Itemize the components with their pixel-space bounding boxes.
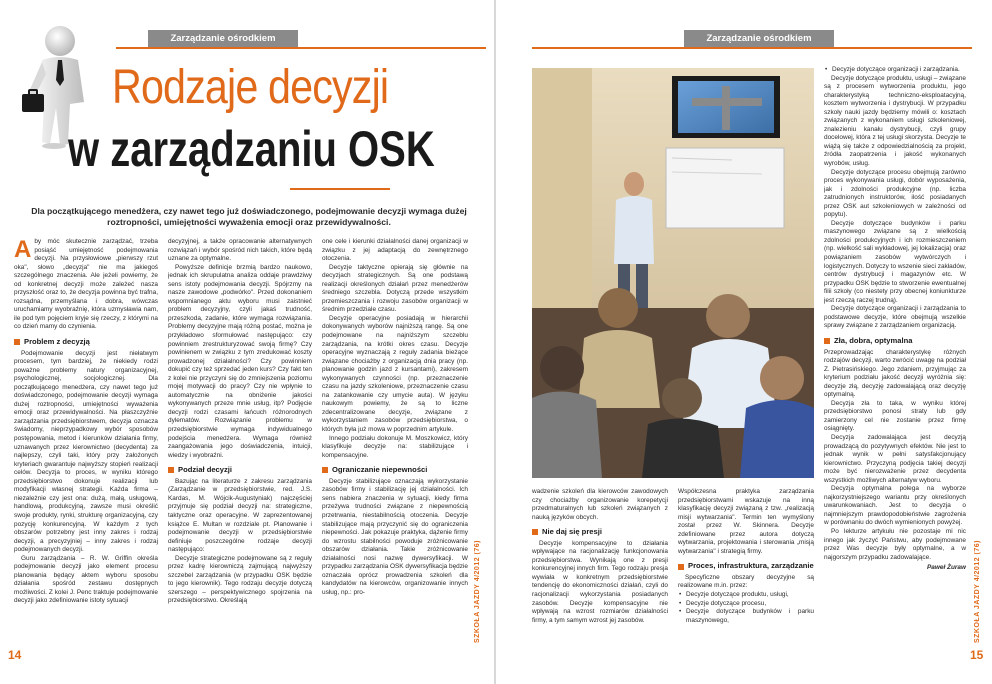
right-page <box>496 0 992 684</box>
list-item: • Decyzje dotyczące budynków i parku maszynowego, <box>678 608 814 625</box>
bottom-column-1 <box>532 488 668 648</box>
classroom-photo <box>532 68 814 478</box>
paragraph: by móc skutecznie zarządzać, trzeba posiąść umiejętność podejmowania decyzji. Na przysłowiowe „pierwszy rzut oka", słowo „decyzja" nie ma jakiegoś szczególnego znaczenia. Ale jeżeli powiemy, że od konkretnej decyzji może zależeć nasza przyszłość oraz to, że decyzja powinna być trafna, rozsądna, przemyślana i dobra, wówczas uruchamiamy wyobraźnię, która uzmysławia nam, ile pod tym pojęciem kryje się rzeczy, z którymi na co dzień mamy do czynienia. <box>14 238 158 331</box>
paragraph: Decyzje dotyczące budynków i parku maszynowego związane są z wielkością zdolności produkcyjnych i ich rozmieszczeniem (np. wielkość sali wykładowej, jej lokalizacja) oraz powiązaniem zasobów wytwórczych i logistycznych. Dotyczy to wszenie sieci zakładów, centrów dystrybucji i magazynów etc. W przypadku OSK będzie to stworzenie ewentualnej filii szkoły (co niestety przy obecnej koniunkturze jest rzeczą raczej trudną). <box>824 219 966 304</box>
lead-paragraph: Dla początkującego menedżera, czy nawet tego już doświadczonego, podejmowanie decyzji wymaga dużej roztropności, umiejętności wyważenia emocji oraz przewidywalności. <box>31 206 467 227</box>
paragraph: Decyzja optymalna polega na wyborze najkorzystniejszego wariantu przy określonych uwarunkowaniach. Jest to decyzja o najmniejszym prawdopodobieństwie zagrożenia w porównaniu do dwóch wymienionych powyżej. <box>824 485 966 527</box>
square-bullet-icon <box>824 338 830 344</box>
section-header: Zarządzanie ośrodkiem <box>684 30 834 47</box>
paragraph: Decyzje dotyczące procesu obejmują zarówno proces wykonywania usługi, dobór wyposażenia, jak i zdolności produkcyjne (np. liczba zatrudnionych instruktorów, ilość posiadanych przez OSK aut szkoleniowych w zależności od popytu). <box>824 168 966 219</box>
title-line-1: Rodzaje decyzji <box>112 61 389 114</box>
paragraph: Decyzje strategiczne podejmowane są z reguły przez kadrę kierowniczą zajmującą najwyższy szczebel zarządzania (w przypadku OSK będzie to jego kierownik). Tego rodzaju decyzje dotyczą szerszego – perspektywicznego spojrzenia na przedsiębiorstwo. Określają <box>168 554 312 605</box>
page-number-right: 15 <box>970 648 984 662</box>
right-column <box>824 66 966 656</box>
paragraph: Powyższe definicje brzmią bardzo naukowo, jednak ich skrupulatna analiza oddaje prawdziwy sens istoty podejmowania decyzji. Spójrzmy na nasze zawodowe „podwórko". Przed dokonaniem wspomnianego aktu wyboru musi zaistnieć problem decyzyjny, czyli jakaś trudność, przeszkoda, zadanie, które wymaga rozwiązania. Problemy decyzyjne mają różną postać, można je przykładowo sformułować następująco: czy powinniem zrestrukturyzować swoją firmę? Czy powinienem w związku z tym zredukować koszty prowadzonej działalności? Czy powinniem dokupić czy też sprzedać jeden kurs? Czy fakt ten z kolei nie przyczyni się do zmniejszenia poziomu mojej motywacji do pracy? Czy nie wpłynie to automatycznie na obniżenie jakości wykonywanych przeze mnie usług, itp? Podjęcie decyzji rodzi czasami łańcuch różnorodnych dylematów. Rozwiązanie problemu w przedsiębiorstwie wymaga indywidualnego podejścia menedżera. Wymaga również zaangażowania jego doświadczenia, intuicji, wiedzy i wyobraźni. <box>168 263 312 459</box>
paragraph: Decyzja zadowalająca jest decyzją prowadzącą do pozytywnych efektów. Nie jest to jednak wynik w pełni satysfakcjonujący kierownictwo. Przyczyną podjęcia takiej decyzji może być nierozważenie przez decydenta wszystkich możliwych alternatyw wyboru. <box>824 433 966 484</box>
square-bullet-icon <box>532 529 538 535</box>
subheading-nie-daj: Nie daj się presji <box>532 528 668 537</box>
list-item: • Decyzje dotyczące procesu, <box>678 600 814 609</box>
paragraph: wadzenie szkoleń dla kierowców zawodowych czy chociażby organizowanie korepetycji przedmaturalnych lub szkoleń związanych z nauką języków obcych. <box>532 488 668 521</box>
bullet-list <box>824 66 966 75</box>
page-number-left: 14 <box>8 648 22 662</box>
paragraph: Decyzje dotyczące produktu, usługi – związane są z procesem wytworzenia produktu, jego charakterystyką techniczno-eksploatacyjną, kosztem wytworzenia i dystrybucji. W przypadku szkoły nauki jazdy będziemy mówili o: kosztach związanych z wykonaniem usługi szkoleniowej, znalezieniu kanału dystrybucji, czyli grupy docelowej, która z tej usługi skorzysta. Decyzje te wiążą się także z odpowiedzialnością za projekt, źródła zaopatrzenia i jakość wykonanych wyrobów, usług. <box>824 74 966 168</box>
paragraph: Bazując na literaturze z zakresu zarządzania (Zarządzanie w przedsiębiorstwie, red. J.S. Kardas, M. Wójcik-Augustyniak) najczęściej przyjmuje się podział decyzji na: strategiczne, taktyczne oraz operacyjne. W zaprezentowanej książce E. Multan w rozdziale pt. Planowanie i podejmowanie decyzji w przedsiębiorstwie definiuje poszczególne rodzaje decyzji następująco: <box>168 477 312 554</box>
paragraph: one cele i kierunki działalności danej organizacji w związku z jej adaptacją do zewnętrznego otoczenia. <box>322 238 468 263</box>
square-bullet-icon <box>678 564 684 570</box>
paragraph: Guru zarządzania – R. W. Griffin określa podejmowanie decyzji jako element procesu planowania będący aktem wyboru sposobu działania spośród zestawu dostępnych możliwości. Z kolei J. Penc traktuje podejmowanie decyzji jako zdefiniowanie istoty sytuacji <box>14 554 158 605</box>
subheading-ograniczanie: Ograniczanie niepewności <box>322 466 468 475</box>
side-label: SZKOŁA JAZDY 4/2012 (76) <box>974 540 981 644</box>
drop-cap: A <box>14 238 32 263</box>
square-bullet-icon <box>14 339 20 345</box>
left-page <box>0 0 494 684</box>
list-item: • Decyzje dotyczące organizacji i zarządzania. <box>824 66 966 75</box>
subheading-zla: Zła, dobra, optymalna <box>824 337 966 346</box>
column-3 <box>322 238 468 650</box>
bullet-list <box>678 591 814 625</box>
classroom-photo-image <box>532 68 814 478</box>
paragraph: Decyzja zła to taka, w wyniku której przedsiębiorstwo ponosi straty lub gdy zamierzony cel nie zostanie przez firmę osiągnięty. <box>824 399 966 433</box>
title-line-2: w zarządzaniu OSK <box>68 121 435 177</box>
author-signature: Paweł Żuraw <box>927 564 966 572</box>
paragraph: Decyzje stabilizujące oznaczają wykorzystanie zasobów firmy i stabilizację jej działalności. Ich sens nabiera znaczenia w sytuacji, kiedy firma przeżywa trudności związane z niepewnością przetrwania, niestabilnością otoczenia. Decyzje stabilizujące mają przyczynić się do ograniczenia niepewności. Jak pokazuje praktyka, dążenie firmy do wzrostu stabilności powoduje zróżnicowanie obszarów działania. Takie zróżnicowanie działalności nosi nazwę dywersyfikacji. W przypadku zarządzania OSK dywersyfikacja będzie oznaczała oprócz prowadzenia szkoleń dla kandydatów na kierowców, organizowanie innych usług, np.: pro- <box>322 477 468 596</box>
paragraph: Innego podziału dokonuje M. Moszkowicz, który klasyfikuje decyzje na: stabilizujące i kompensacyjne. <box>322 434 468 459</box>
column-2 <box>168 238 312 650</box>
section-header: Zarządzanie ośrodkiem <box>148 30 298 47</box>
list-item: • Decyzje dotyczące produktu, usługi, <box>678 591 814 600</box>
paragraph: Przeprowadzając charakterystykę różnych rodzajów decyzji, warto zwrócić uwagę na podział Z. Pietrasińskiego. Jego zdaniem, przyjmując za kryterium podziału jakość decyzji wyróżnia się: decyzje złą, decyzję zadowalającą oraz decyzję optymalną. <box>824 348 966 399</box>
square-bullet-icon <box>168 467 174 473</box>
side-label: SZKOŁA JAZDY 4/2012 (76) <box>474 540 481 644</box>
title-underline <box>290 188 390 190</box>
column-1 <box>14 238 158 650</box>
paragraph: Decyzje taktyczne opierają się głównie na decyzjach strategicznych. Są one podstawą realizacji określonych działań przez menedżerów średniego szczebla. Dotyczą przede wszystkim przemieszczania i rozwoju zasobów organizacji w średnim przedziale czasu. <box>322 263 468 314</box>
bottom-column-2 <box>678 488 814 648</box>
paragraph: Decyzje dotyczące organizacji i zarządzania to podstawowe decyzje, które obejmują wszelkie sprawy związane z zarządzaniem organizacją. <box>824 305 966 330</box>
paragraph: Po lekturze artykułu nie pozostaje mi nic innego jak życzyć Państwu, aby podejmowane przez Was decyzje były optymalne, a w najgorszym przypadku zadowalające. <box>824 527 966 561</box>
subheading-proces: Proces, infrastruktura, zarządzanie <box>678 562 814 571</box>
paragraph: Podejmowanie decyzji jest niełatwym procesem, tym bardziej, że niekiedy rodzi poważne problemy natury organizacyjnej, psychologicznej, socjologicznej. Dla początkującego menedżera, czy nawet tego już doświadczonego, podejmowanie decyzji wymaga dużej roztropności, umiejętności wyważenia emocji oraz przewidywalności. Na płaszczyźnie zarządzania przedsiębiorstwem, decyzja oznacza świadomy, nieprzypadkowy wybór sposobów postępowania, metod i kierunków działania firmy, uznawanych przez kierownictwo (decydenta) za najlepszy, czyli taki, który przy założonych kryteriach gwarantuje najwyższy stopień realizacji celów. Decyzja to proces, w wyniku którego przedsiębiorstwo dokonuje realizacji lub modyfikacji własnej strategii. Każda firma – niezależnie czy jest ona: dużą, małą, usługową, handlową, produkcyjną, zawsze musi określić swoje produkty, rynki, strukturę organizacyjną, czy pozycję konkurencyjną. W każdym z tych obszarów potrzebny jest inny zakres i rodzaj decyzji, a precyzyjniej – inny zakres i rodzaj podejmowanych decyzji. <box>14 349 158 554</box>
header-rule <box>116 47 486 49</box>
paragraph: Decyzje operacyjne posiadają w hierarchii dokonywanych wyborów najniższą rangę. Są one podejmowane na najniższym szczeblu zarządzania, na krótki okres czasu. Decyzje operacyjne wyznaczają z reguły zadania bieżące związane chociażby z organizacją dnia pracy (np. planowanie godzin jazd z kursantami), zakresem wykonywanych czynności (np. przeznaczenie czasu na jazdy szkoleniowe, przeznaczenie czasu na zatankowanie czy umycie auta). W języku naukowym powiemy, że są to liczne zdecentralizowane decyzje, związane z wykorzystaniem zasobów przedsiębiorstwa, o których była już mowa w poprzednim artykule. <box>322 314 468 434</box>
subheading-problem: Problem z decyzją <box>14 338 158 347</box>
paragraph: decyzyjnej, a także opracowanie alternatywnych rozwiązań i wybór spośród nich takich, które będą uznane za optymalne. <box>168 238 312 263</box>
paragraph: Decyzje kompensacyjne to działania wpływające na racjonalizację funkcjonowania przedsiębiorstwa. Wynikają one z presji konkurencyjnej innych firm. Tego rodzaju presja wywiała w konkretnym przedsiębiorstwie tendencję do ekonomiczności działań, czyli do racjonalizacji wykorzystania posiadanych zasobów. Decyzje kompensacyjne nie wpływają na wzrost rozmiarów działalności firmy, a tym samym wzrost jej zasobów. <box>532 539 668 624</box>
square-bullet-icon <box>322 467 328 473</box>
paragraph: Specyficzne obszary decyzyjne są realizowane m.in. przez: <box>678 573 814 590</box>
paragraph: Współczesna praktyka zarządzania przedsiębiorstwami wskazuje na inną klasyfikację decyzji związaną z tzw. „realizacją misji wytwarzania". Termin ten wymyślony został przez W. Skinnera. Decyzje zdefiniowane przez autora dotyczą wytwarzania, projektowania i sterowania „misją wytwarzania" i strategią firmy. <box>678 488 814 555</box>
header-rule <box>532 47 972 49</box>
subheading-podzial: Podział decyzji <box>168 466 312 475</box>
